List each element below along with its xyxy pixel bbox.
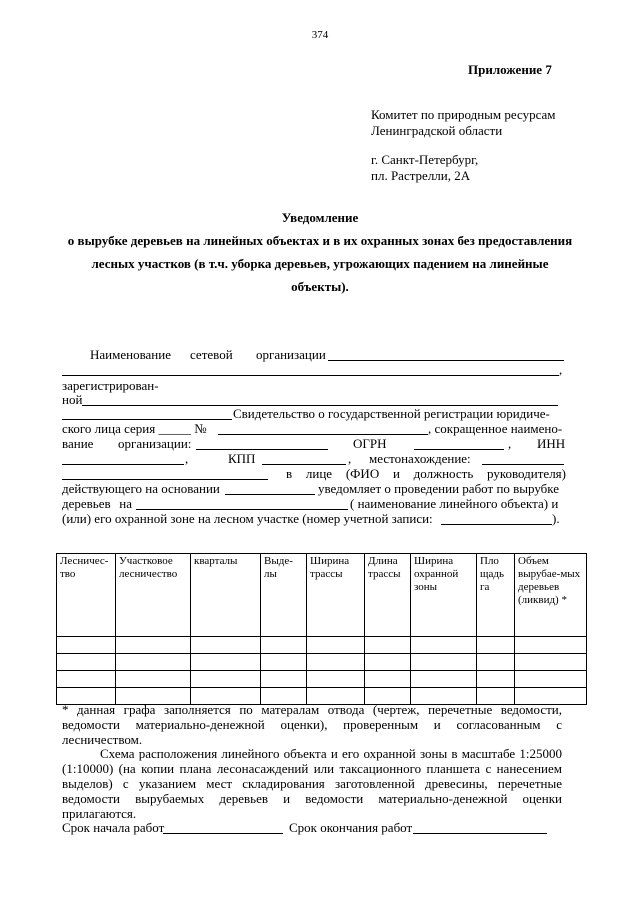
table-cell[interactable] [57,654,116,671]
scheme-line: ведомости вырубаемых деревьев и ведомости материально-денежной оценки [62,791,562,806]
location-field[interactable] [482,464,564,465]
table-cell[interactable] [261,654,307,671]
table-cell[interactable] [515,637,587,654]
label-organization: организации: [118,436,192,451]
label-setevoy: сетевой [190,347,233,362]
table-header: Ширина трассы [307,554,365,637]
table-cell[interactable] [261,671,307,688]
table-cell[interactable] [307,637,365,654]
comma: , [348,451,352,466]
table-cell[interactable] [515,654,587,671]
table-cell[interactable] [261,637,307,654]
table-header: Объем вырубае-мых деревьев (ликвид) * [515,554,587,637]
table-header: кварталы [191,554,261,637]
label-represented-by: в лице (ФИО и должность руководителя) [286,466,566,481]
table-cell[interactable] [57,671,116,688]
end-date-label: Срок окончания работ [289,820,413,835]
table-cell[interactable] [307,654,365,671]
table-header: Выде-лы [261,554,307,637]
label-ogrn: ОГРН [353,436,387,451]
table-cell[interactable] [477,637,515,654]
registration-field-cont[interactable] [62,419,232,420]
table-cell[interactable] [57,637,116,654]
start-date-field[interactable] [163,833,283,834]
short-name-field[interactable] [196,449,328,450]
table-cell[interactable] [365,671,411,688]
table-header: Лесничес-тво [57,554,116,637]
label-noy: ной [62,392,83,407]
addressee-line: Ленинградской области [371,123,503,138]
label-kpp: КПП [228,451,256,466]
table-cell[interactable] [477,671,515,688]
title-line: лесных участков (в т.ч. уборка деревьев, угрожающих падением на линейные [91,256,549,271]
table-header: Участковое лесничество [116,554,191,637]
label-series: ского лица серия _____ № [62,421,207,436]
table-cell[interactable] [411,654,477,671]
footnote-line: * данная графа заполняется по матералам отвода (чертеж, перечетные ведомости, [62,702,562,717]
table-cell[interactable] [116,671,191,688]
label-protection-zone: (или) его охранной зоне на лесном участке (номер учетной записи: [62,511,433,526]
title-line: о вырубке деревьев на линейных объектах и в их охранных зонах без предоставления [67,233,573,248]
label-linear-object: ( наименование линейного объекта) и [350,496,559,511]
scheme-line: выделов) с указанием мест складирования заготовленной древесины, перечетные [62,776,562,791]
felling-table [56,553,587,705]
location-field-cont[interactable] [62,479,268,480]
label-trees-on: деревьев на [62,496,132,511]
table-cell[interactable] [411,637,477,654]
comma: , [185,451,189,466]
table-row [57,654,587,671]
table-header: Пло щадь га [477,554,515,637]
label-registered: зарегистрирован- [62,378,159,393]
page-number: 374 [311,29,329,41]
title-line: Уведомление [281,210,359,225]
label-inn: ИНН [537,436,566,451]
org-name-field-cont[interactable] [62,375,559,376]
linear-object-field[interactable] [136,509,348,510]
addressee-line: Комитет по природным ресурсам [371,107,556,122]
table-cell[interactable] [515,671,587,688]
appendix-label: Приложение 7 [468,62,552,77]
label-acting-basis: действующего на основании [62,481,220,496]
table-cell[interactable] [477,654,515,671]
comma: , [559,362,563,377]
table-cell[interactable] [116,654,191,671]
label-vanie: вание [62,436,94,451]
table-cell[interactable] [191,637,261,654]
label-organizatsii: организации [256,347,326,362]
table-cell[interactable] [365,637,411,654]
inn-field[interactable] [62,464,184,465]
addressee-line: пл. Растрелли, 2А [371,168,471,183]
table-row [57,637,587,654]
basis-field[interactable] [225,494,315,495]
org-name-field[interactable] [328,360,564,361]
comma: , [508,436,512,451]
table-cell[interactable] [191,654,261,671]
certificate-number-field[interactable] [218,434,428,435]
title-line: объекты). [291,279,349,294]
label-location: местонахождение: [369,451,471,466]
scheme-line: (1:10000) (на копии плана лесонасаждений или таксационного планшета с нанесением [62,761,562,776]
record-number-field[interactable] [441,524,552,525]
start-date-label: Срок начала работ [62,820,165,835]
footnote-line: лесничеством. [62,732,143,747]
table-cell[interactable] [411,671,477,688]
table-header: Длина трассы [365,554,411,637]
table-header: Ширина охранной зоны [411,554,477,637]
footnote-line: ведомости материально-денежной оценки), проверенным и согласованным с [62,717,562,732]
end-date-field[interactable] [413,833,547,834]
table-header-row [57,554,587,637]
table-cell[interactable] [191,671,261,688]
addressee-line: г. Санкт-Петербург, [371,152,479,167]
label-certificate: Свидетельство о государственной регистрации юридиче- [233,406,550,421]
table-row [57,671,587,688]
table-cell[interactable] [307,671,365,688]
label-naimenovanie: Наименование [90,347,171,362]
label-notifies: уведомляет о проведении работ по вырубке [318,481,560,496]
scheme-line: Схема расположения линейного объекта и его охранной зоны в масштабе 1:25000 [100,746,562,761]
scheme-line: прилагаются. [62,806,137,821]
table-cell[interactable] [116,637,191,654]
closing-paren: ). [552,511,560,526]
ogrn-field[interactable] [414,449,504,450]
kpp-field[interactable] [262,464,346,465]
table-cell[interactable] [365,654,411,671]
label-short-name: , сокращенное наимено- [428,421,563,436]
